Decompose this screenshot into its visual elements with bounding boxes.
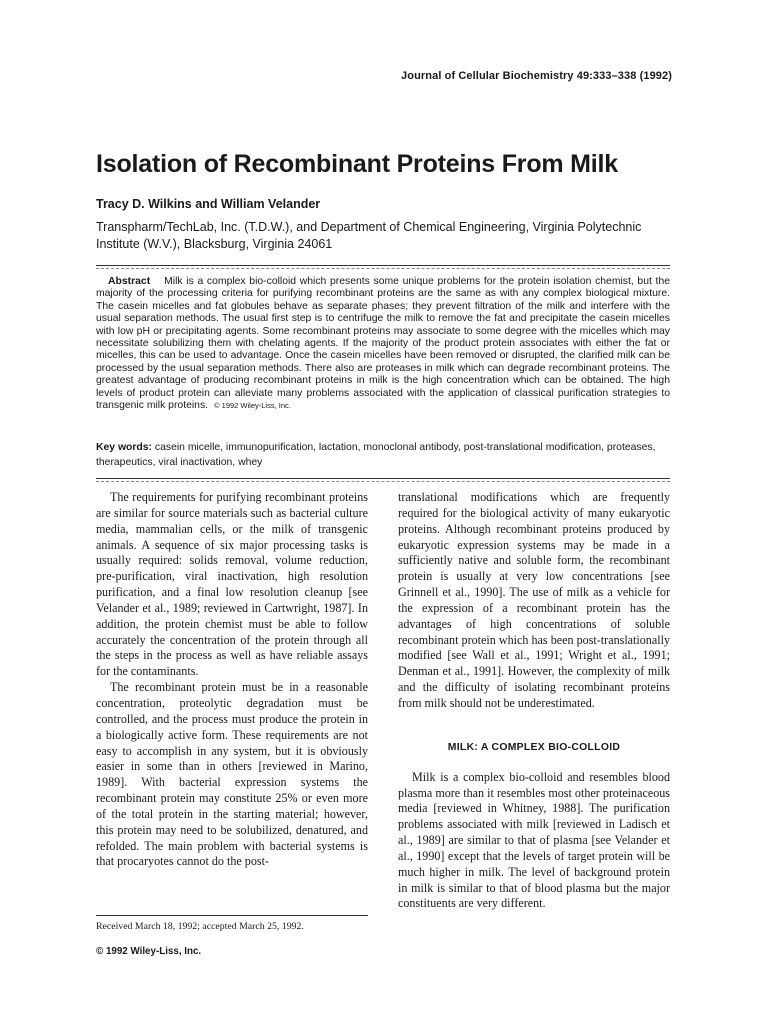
journal-header: Journal of Cellular Biochemistry 49:333–338 (1992) [401,70,672,82]
body-paragraph: Milk is a complex bio-colloid and resembles blood plasma more than it resembles most other proteinaceous media [reviewed in Whitney, 1988]. The purification problems associated with milk [reviewed in Ladisch et al., 1989] are similar to that of plasma [see Velander et al., 1990] except that the levels of target protein will be much higher in milk. The level of background protein in milk is similar to that of blood plasma but the major constituents are very different. [398,769,670,911]
divider-bottom [96,478,670,479]
keywords-text: casein micelle, immunopurification, lactation, monoclonal antibody, post-translational modification, proteases, therapeutics, viral inactivation, whey [96,442,656,468]
received-dates: Received March 18, 1992; accepted March 25, 1992. [96,921,304,932]
footnote-divider [96,915,368,916]
body-paragraph: The recombinant protein must be in a reasonable concentration, proteolytic degradation must be controlled, and the process must produce the protein in a biologically active form. These requirements are not easy to accomplish in any system, but it is obviously easier in some than in others [reviewed in Marino, 1989]. With bacterial expression systems the recombinant protein may constitute 25% or even more of the total protein in the starting material; however, this protein may need to be solubilized, denatured, and refolded. The main problem with bacterial systems is that procaryotes cannot do the post- [96,680,368,869]
divider-top-secondary [96,268,670,269]
divider-top [96,265,670,266]
body-paragraph: The requirements for purifying recombinant proteins are similar for source materials such as bacterial culture media, mammalian cells, or the milk of transgenic animals. A sequence of six major processing tasks is usually required: solids removal, volume reduction, pre-purification, viral inactivation, high resolution purification, and a final low resolution cleanup [see Velander et al., 1989; reviewed in Cartwright, 1987]. In addition, the protein chemist must be able to follow accurately the concentration of the protein through all the steps in the process as well as have reliable assays for the contaminants. [96,490,369,679]
abstract-copyright: © 1992 Wiley-Liss, Inc. [214,401,291,411]
keywords [96,440,670,470]
divider-bottom-secondary [96,481,670,482]
keywords-label: Key words: [96,442,153,453]
section-heading: MILK: A COMPLEX BIO-COLLOID [447,741,621,753]
article-title: Isolation of Recombinant Proteins From Milk [96,150,619,178]
body-column-right [398,490,670,912]
affiliation: Transpharm/TechLab, Inc. (T.D.W.), and Department of Chemical Engineering, Virginia Polytechnic Institute (W.V.), Blacksburg, Virginia 24061 [96,220,642,251]
footer-copyright: © 1992 Wiley-Liss, Inc. [96,946,202,957]
body-paragraph: translational modifications which are frequently required for the biological activity of many eukaryotic proteins. Although recombinant proteins produced by eukaryotic expression systems may be made in a sufficiently native and soluble form, the recombinant protein is usually at very low concentrations [see Grinnell et al., 1990]. The use of milk as a vehicle for the expression of a recombinant protein has the advantages of high concentrations of soluble recombinant protein which has been post-translationally modified [see Wall et al., 1991; Wright et al., 1991; Denman et al., 1991]. However, the complexity of milk and the difficulty of isolating recombinant proteins from milk should not be underestimated. [398,490,670,710]
body-column-left [96,490,368,870]
authors: Tracy D. Wilkins and William Velander [96,197,321,211]
abstract [96,276,670,412]
abstract-label: Abstract [108,276,151,287]
abstract-text: Milk is a complex bio-colloid which presents some unique problems for the protein isolation chemist, but the majority of the processing criteria for purifying recombinant proteins are the same as with any complex biological mixture. The casein micelles and fat globules behave as separate phases; they prevent filtration of the milk and interfere with the usual separation methods. The usual first step is to centrifuge the milk to remove the fat and precipitate the casein micelles with low pH or precipitating agents. Some recombinant proteins may associate to some degree with the micelles which may necessitate solubilizing them with chelating agents. If the majority of the product protein associates with either the fat or micelles, this can be used to advantage. Once the casein micelles have been removed or disrupted, the clarified milk can be processed by the usual separation methods. There also are proteases in milk which can degrade recombinant proteins. The greatest advantage of producing recombinant proteins in milk is the high concentration which can be obtained. The high levels of product protein can alleviate many problems associated with the application of classical purification strategies to transgenic milk proteins. [96,276,670,412]
